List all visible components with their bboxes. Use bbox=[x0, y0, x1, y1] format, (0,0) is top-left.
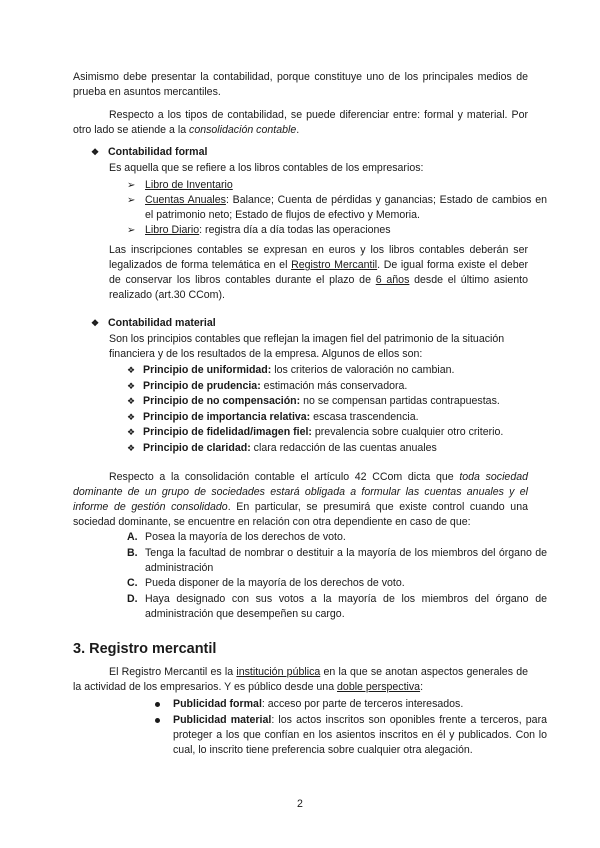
formal-paragraph: Las inscripciones contables se expresan en euros y los libros contables deberán ser legalizados de forma telemática en el Registro Mercantil. De igual forma existe el deber de conservar los libros contables durante el plazo de 6 años desde el último asiento realizado (art.30 CCom). bbox=[109, 244, 529, 301]
diamond-bullet-icon: ❖ bbox=[127, 381, 136, 391]
types-paragraph: Respecto a los tipos de contabilidad, se puede diferenciar entre: formal y material. Por otro lado se atiende a la consolidación contable. bbox=[73, 109, 528, 136]
formal-item: ➢ Libro de Inventario bbox=[127, 179, 233, 191]
diamond-bullet-icon: ❖ bbox=[127, 396, 136, 406]
material-intro: Son los principios contables que reflejan la imagen fiel del patrimonio de la situación financiera y de los resultados de la empresa. Algunos de ellos son: bbox=[109, 333, 505, 360]
material-heading: ❖ Contabilidad material bbox=[91, 317, 216, 329]
bullet-dot-icon bbox=[155, 718, 160, 723]
formal-item: ➢ Cuentas Anuales: Balance; Cuenta de pérdidas y ganancias; Estado de cambios en el patrimonio neto; Estado de flujos de efectivo y Memoria. bbox=[127, 194, 547, 221]
lettered-item: B. Tenga la facultad de nombrar o destituir a la mayoría de los miembros del órgano de administración bbox=[127, 547, 547, 574]
diamond-bullet-icon: ❖ bbox=[91, 318, 100, 328]
lettered-item: D. Haya designado con sus votos a la mayoría de los miembros del órgano de administración que desempeñen su cargo. bbox=[127, 593, 547, 620]
diamond-bullet-icon: ❖ bbox=[127, 443, 136, 453]
section-heading: 3. Registro mercantil bbox=[73, 641, 217, 657]
publicity-item: Publicidad formal: acceso por parte de terceros interesados. bbox=[155, 697, 547, 712]
arrow-bullet-icon: ➢ bbox=[127, 180, 136, 191]
arrow-bullet-icon: ➢ bbox=[127, 195, 136, 206]
diamond-bullet-icon: ❖ bbox=[127, 412, 136, 422]
formal-intro: Es aquella que se refiere a los libros contables de los empresarios: bbox=[109, 162, 424, 174]
intro-paragraph: Asimismo debe presentar la contabilidad, porque constituye uno de los principales medios de prueba en asuntos mercantiles. bbox=[73, 71, 528, 98]
diamond-bullet-icon: ❖ bbox=[127, 365, 136, 375]
registry-paragraph: El Registro Mercantil es la institución pública en la que se anotan aspectos generales de la actividad de los empresarios. Y es público desde una doble perspectiva: bbox=[73, 666, 528, 693]
arrow-bullet-icon: ➢ bbox=[127, 225, 136, 236]
formal-heading: ❖ Contabilidad formal bbox=[91, 146, 208, 158]
lettered-item: C. Pueda disponer de la mayoría de los derechos de voto. bbox=[127, 577, 405, 589]
diamond-bullet-icon: ❖ bbox=[127, 427, 136, 437]
bullet-dot-icon bbox=[155, 702, 160, 707]
principle-item: ❖ Principio de fidelidad/imagen fiel: prevalencia sobre cualquier otro criterio. bbox=[127, 426, 504, 438]
principle-item: ❖ Principio de claridad: clara redacción de las cuentas anuales bbox=[127, 442, 437, 454]
diamond-bullet-icon: ❖ bbox=[91, 147, 100, 157]
principle-item: ❖ Principio de importancia relativa: escasa trascendencia. bbox=[127, 411, 419, 423]
lettered-item: A. Posea la mayoría de los derechos de voto. bbox=[127, 531, 346, 543]
principle-item: ❖ Principio de no compensación: no se compensan partidas contrapuestas. bbox=[127, 395, 500, 407]
principle-item: ❖ Principio de uniformidad: los criterios de valoración no cambian. bbox=[127, 364, 455, 376]
publicity-item: Publicidad material: los actos inscritos son oponibles frente a terceros, para proteger a los que confían en los asientos inscritos en él y publicados. Con lo cual, lo inscrito tiene preferencia sobre cualquier otra alegación. bbox=[155, 713, 547, 758]
formal-item: ➢ Libro Diario: registra día a día todas las operaciones bbox=[127, 224, 391, 236]
consolidation-paragraph: Respecto a la consolidación contable el artículo 42 CCom dicta que toda sociedad dominante de un grupo de sociedades estará obligada a formular las cuentas anuales y el informe de gestión consolidado. En particular, se presumirá que existe control cuando una sociedad dominante, se encuentre en relación con otra dependiente en caso de que: bbox=[73, 471, 529, 528]
principle-item: ❖ Principio de prudencia: estimación más conservadora. bbox=[127, 380, 408, 392]
page-number: 2 bbox=[297, 798, 303, 810]
